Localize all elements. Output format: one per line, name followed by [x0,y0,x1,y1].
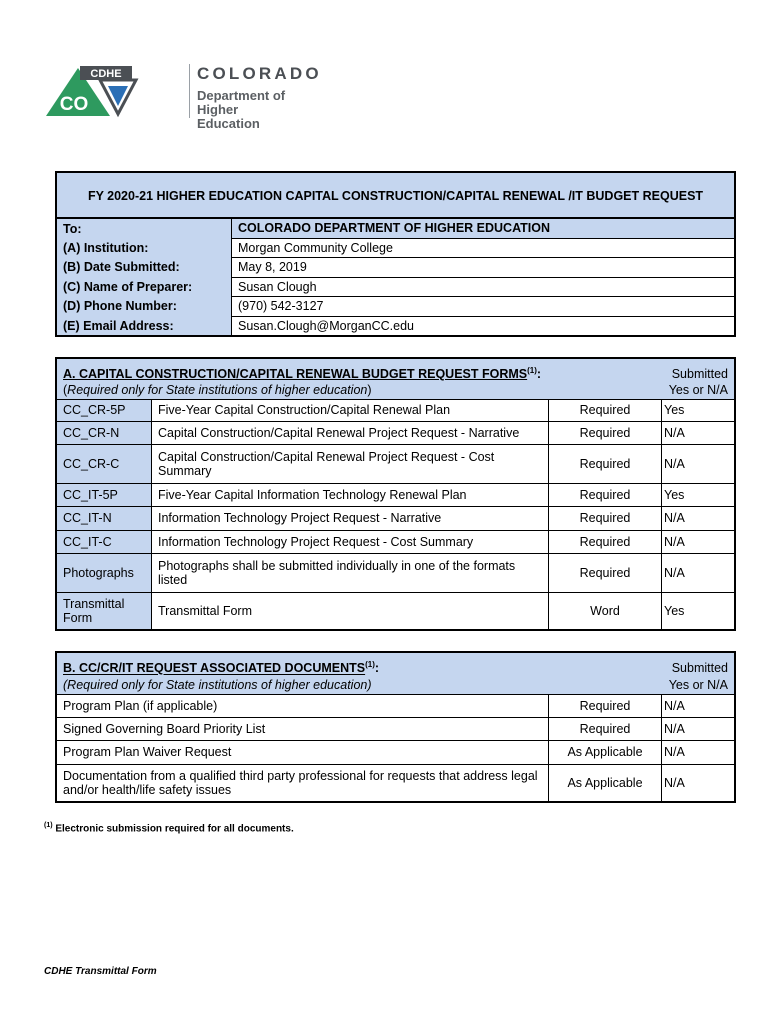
footnote [44,822,294,834]
info-value: (970) 542-3127 [232,297,736,317]
section-b-title-sup: (1) [365,660,375,670]
form-code: CC_IT-N [56,506,152,530]
form-description: Five-Year Capital Construction/Capital Renewal Plan [152,399,549,421]
logo-divider [189,64,190,118]
form-submitted: N/A [662,421,736,444]
form-title-box [55,171,736,220]
info-label: To: [56,218,232,238]
logo-co-text: CO [59,94,89,115]
section-a-yes-na-label: Yes or N/A [668,383,728,398]
form-submitted: Yes [662,592,736,630]
document-submitted: N/A [662,764,736,802]
footnote-marker: (1) [44,822,53,829]
table-row [56,421,735,444]
table-row [56,717,735,740]
form-requirement: Required [549,399,662,421]
section-b-submitted-label: Submitted [671,661,728,675]
info-row [56,297,735,317]
table-row [56,553,735,592]
section-a-subtitle-cell [56,382,662,399]
section-a-title: A. CAPITAL CONSTRUCTION/CAPITAL RENEWAL BUDGET REQUEST FORMS [63,367,528,382]
info-row [56,277,735,297]
form-submitted: Yes [662,399,736,421]
info-value: Susan.Clough@MorganCC.edu [232,316,736,336]
form-requirement: Word [549,592,662,630]
section-b-title-cell [56,652,662,677]
form-title: FY 2020-21 HIGHER EDUCATION CAPITAL CONSTRUCTION/CAPITAL RENEWAL /IT BUDGET REQUEST [56,172,735,219]
table-row [56,444,735,483]
section-a-subtitle-open: ( [63,383,68,398]
form-description: Capital Construction/Capital Renewal Project Request - Narrative [152,421,549,444]
form-requirement: Required [549,553,662,592]
section-a-title-suffix: : [536,367,542,382]
info-label: (C) Name of Preparer: [56,277,232,297]
document-submitted: N/A [662,717,736,740]
form-code: CC_IT-C [56,530,152,553]
document-submitted: N/A [662,694,736,717]
logo-department [197,89,304,131]
table-row [56,506,735,530]
cdhe-mountain-mark [44,62,156,120]
form-description: Five-Year Capital Information Technology Renewal Plan [152,483,549,506]
info-row [56,218,735,238]
logo-dept-line1: Department of [197,88,286,103]
form-code: CC_CR-5P [56,399,152,421]
section-a-submitted-label: Submitted [671,366,728,381]
info-row [56,258,735,278]
table-row [56,483,735,506]
section-a-subheader [56,382,735,399]
form-description: Capital Construction/Capital Renewal Project Request - Cost Summary [152,444,549,483]
section-a-header [56,358,735,382]
section-a-table [55,357,736,631]
form-description: Transmittal Form [152,592,549,630]
request-info-table [55,217,736,337]
footnote-text: Electronic submission required for all documents. [52,823,294,835]
info-label: (E) Email Address: [56,316,232,336]
section-a-title-sup: (1) [527,365,537,375]
form-code: CC_CR-C [56,444,152,483]
section-b-title-suffix: : [374,661,380,676]
document-requirement: As Applicable [549,740,662,764]
info-value: COLORADO DEPARTMENT OF HIGHER EDUCATION [232,218,736,238]
table-row [56,592,735,630]
info-value: May 8, 2019 [232,258,736,278]
cdhe-logo [44,62,322,131]
table-row [56,764,735,802]
section-a-subtitle: Required only for State institutions of higher education [67,383,368,398]
form-requirement: Required [549,421,662,444]
form-code: CC_IT-5P [56,483,152,506]
form-requirement: Required [549,506,662,530]
logo-badge-text: CDHE [90,68,122,80]
section-b-title: B. CC/CR/IT REQUEST ASSOCIATED DOCUMENTS [63,661,366,676]
section-b-table [55,651,736,803]
page-footer: CDHE Transmittal Form [44,966,157,977]
info-label: (A) Institution: [56,238,232,258]
section-b-subtitle: (Required only for State institutions of higher education) [63,678,372,693]
form-submitted: N/A [662,553,736,592]
info-label: (D) Phone Number: [56,297,232,317]
table-row [56,399,735,421]
form-submitted: N/A [662,530,736,553]
form-requirement: Required [549,483,662,506]
form-requirement: Required [549,444,662,483]
table-row [56,530,735,553]
section-a-title-cell [56,358,662,382]
form-description: Information Technology Project Request - Narrative [152,506,549,530]
form-code: Transmittal Form [56,592,152,630]
form-requirement: Required [549,530,662,553]
form-submitted: Yes [662,483,736,506]
document-requirement: As Applicable [549,764,662,802]
logo-state-name: COLORADO [197,64,322,83]
info-value: Morgan Community College [232,238,736,258]
section-a-subtitle-close: ) [367,383,372,398]
document-description: Signed Governing Board Priority List [56,717,549,740]
document-submitted: N/A [662,740,736,764]
document-requirement: Required [549,694,662,717]
document-requirement: Required [549,717,662,740]
document-description: Program Plan (if applicable) [56,694,549,717]
info-row [56,316,735,336]
section-b-yes-na-label: Yes or N/A [668,678,728,693]
table-row [56,694,735,717]
info-label: (B) Date Submitted: [56,258,232,278]
logo-dept-line2: Higher Education [197,102,260,131]
document-description: Program Plan Waiver Request [56,740,549,764]
form-description: Photographs shall be submitted individually in one of the formats listed [152,553,549,592]
document-description: Documentation from a qualified third party professional for requests that address legal and/or health/life safety issues [56,764,549,802]
info-row [56,238,735,258]
info-value: Susan Clough [232,277,736,297]
section-b-header [56,652,735,677]
form-code: Photographs [56,553,152,592]
section-b-subheader [56,677,735,694]
form-submitted: N/A [662,506,736,530]
form-submitted: N/A [662,444,736,483]
table-row [56,740,735,764]
form-code: CC_CR-N [56,421,152,444]
form-description: Information Technology Project Request - Cost Summary [152,530,549,553]
